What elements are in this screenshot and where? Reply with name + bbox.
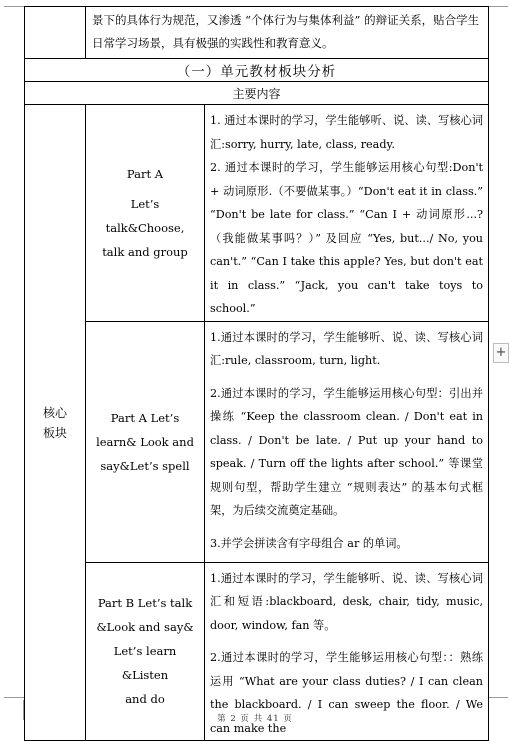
sub-title: 主要内容 xyxy=(25,82,489,105)
core-module-label: 核心板块 xyxy=(42,405,67,440)
part-a-learn-line-2: learn& Look and xyxy=(96,434,194,449)
intro-empty-cell xyxy=(25,7,86,59)
part-b-talk-line-1: Part B Let’s talk xyxy=(97,596,193,611)
part-a-talk-content xyxy=(205,105,489,322)
part-a-talk-point-1: 1. 通过本课时的学习，学生能够听、说、读、写核心词汇:sorry, hurry, late, class, ready. xyxy=(210,114,484,151)
part-b-talk-line-3: Let’s learn &Listen xyxy=(113,644,177,683)
part-a-learn-content xyxy=(205,321,489,562)
section-title-row xyxy=(25,59,489,82)
page-footer: 第 2 页 共 41 页 xyxy=(217,714,293,724)
part-a-learn-point-1: 1.通过本课时的学习，学生能够听、说、读、写核心词汇:rule, classroom, turn, light. xyxy=(210,330,484,367)
part-b-talk-line-2: &Look and say& xyxy=(96,620,194,635)
part-a-talk-line-1: Part A xyxy=(126,166,164,181)
crop-mark-top-right-h xyxy=(488,6,508,7)
section-title: （一）单元教材板块分析 xyxy=(25,59,489,82)
crop-mark-top-left-h xyxy=(4,6,24,7)
crop-mark-bottom-right-h xyxy=(488,697,508,698)
part-a-talk-cell xyxy=(86,105,205,322)
part-b-talk-point-2: 2.通过本课时的学习，学生能够运用核心句型：：熟练运用 “What are your class duties? / I can clean the blackboard. / I can sweep the floor. / We can make the xyxy=(210,651,484,735)
part-a-learn-line-3: say&Let’s spell xyxy=(100,458,190,473)
part-a-talk-line-3: talk and group xyxy=(102,244,188,259)
intro-row xyxy=(25,7,489,59)
part-a-learn-point-3: 3.并学会拼读含有字母组合 ar 的单词。 xyxy=(210,536,408,550)
part-a-learn-line-1: Part A Let’s xyxy=(110,410,180,425)
sub-title-row xyxy=(25,82,489,105)
part-a-learn-cell xyxy=(86,321,205,562)
part-a-learn-point-2: 2.通过本课时的学习，学生能够运用核心句型：引出并操练 “Keep the classroom clean. / Don't eat in class. / Don't be late. / Put up your hand to speak. / Turn off the lights after school.” 等课堂规则句型，帮助学生建立 “规则表达” 的基本句式框架，为后续交流奠定基础。 xyxy=(210,386,484,517)
part-b-talk-point-1: 1.通过本课时的学习，学生能够听、说、读、写核心词汇和短语:blackboard, desk, chair, tidy, music, door, window, fan 等。 xyxy=(210,571,484,632)
crop-mark-bottom-left-h xyxy=(4,697,24,698)
part-a-talk-point-2: 2. 通过本课时的学习，学生能够运用核心句型:Don't + 动词原形.（不要做某事。）“Don't eat it in class.” “Don't be late for class.” “Can I + 动词原形...?（我能做某事吗？）” 及回应 “Yes, but.../ No, you can't.” “Can I take this apple? Yes, but don't eat it in class.” “Jack, you can't take toys to school.” xyxy=(210,161,484,315)
intro-text: 景下的具体行为规范，又渗透 “个体行为与集体利益” 的辩证关系，贴合学生日常学习场景，具有极强的实践性和教育意义。 xyxy=(86,7,489,59)
core-module-label-cell xyxy=(25,105,86,741)
part-a-talk-line-2: Let’s talk&Choose, xyxy=(105,196,185,235)
part-a-learn-row xyxy=(25,321,489,562)
part-b-talk-line-4: and do xyxy=(125,692,165,707)
part-a-talk-row xyxy=(25,105,489,322)
add-comment-button[interactable]: + xyxy=(493,343,509,363)
unit-analysis-table xyxy=(24,6,489,741)
